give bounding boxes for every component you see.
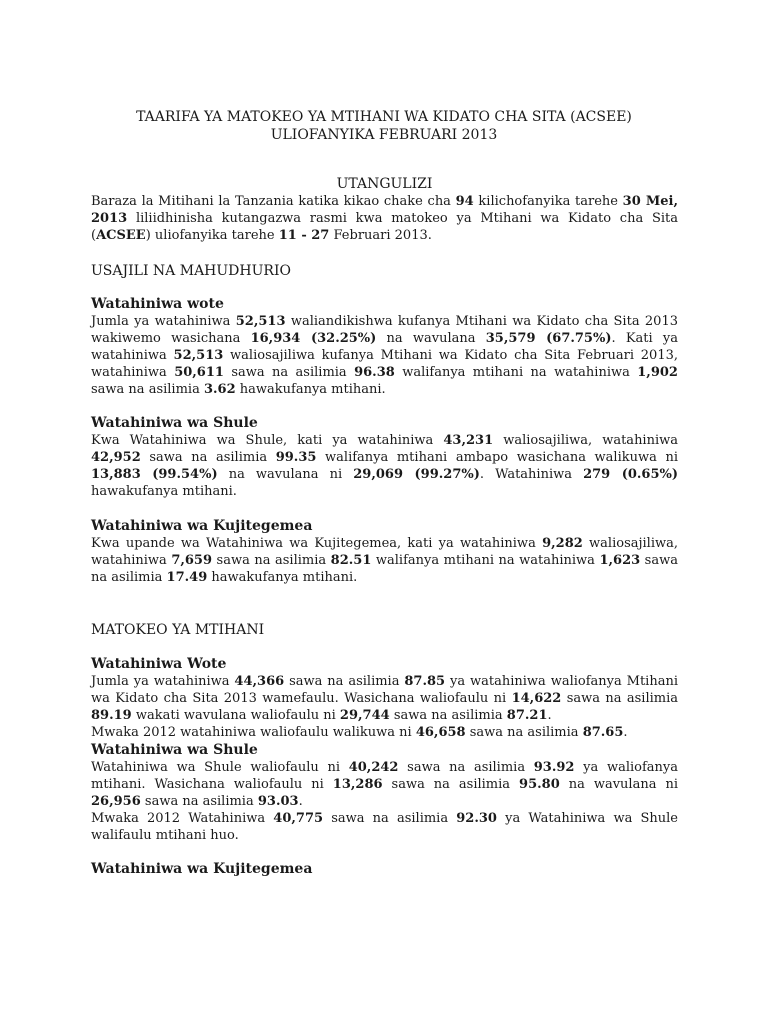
results-all-2012-paragraph xyxy=(91,724,678,741)
text-run: sawa na asilimia xyxy=(91,553,678,585)
text-run: sawa na asilimia xyxy=(91,382,204,397)
text-run: hawakufanya mtihani. xyxy=(235,382,386,397)
results-private-section xyxy=(91,860,678,878)
text-run: . Kati ya watahiniwa xyxy=(91,331,679,363)
text-run: waliandikishwa kufanya Mtihani wa Kidato cha Sita 2013 wakiwemo wasichana xyxy=(91,314,678,346)
results-school-2012-paragraph xyxy=(91,810,678,844)
text-run: liliidhinisha kutangazwa rasmi kwa matokeo ya Mtihani wa Kidato cha Sita ( xyxy=(91,211,678,243)
text-run: sawa na asilimia xyxy=(284,674,405,689)
text-run: Jumla ya watahiniwa xyxy=(91,674,235,689)
text-run: Watahiniwa wa Shule waliofaulu ni xyxy=(91,760,349,775)
results-all-section xyxy=(91,655,678,844)
text-run: sawa na asilimia xyxy=(398,760,534,775)
bold-figure: 13,286 xyxy=(332,777,383,792)
bold-figure: 95.80 xyxy=(519,777,560,792)
registration-section xyxy=(91,262,678,280)
text-run: Februari 2013. xyxy=(329,228,432,243)
text-run: sawa na asilimia xyxy=(223,365,355,380)
results-school-heading: Watahiniwa wa Shule xyxy=(91,742,258,758)
bold-figure: 42,952 xyxy=(91,450,141,465)
bold-figure: 87.85 xyxy=(404,674,446,689)
bold-figure: 87.21 xyxy=(506,708,548,723)
document-title xyxy=(60,108,708,144)
text-run: ya Watahiniwa wa Shule walifaulu mtihani huo. xyxy=(91,811,678,843)
text-run: ya waliofanya mtihani. Wasichana waliofaulu ni xyxy=(91,760,678,792)
text-run: waliosajiliwa, watahiniwa xyxy=(91,536,679,568)
text-run: sawa na asilimia xyxy=(465,725,583,740)
registration-all-heading: Watahiniwa wote xyxy=(91,296,224,312)
text-run: ya watahiniwa waliofanya Mtihani wa Kidato cha Sita 2013 wamefaulu. Wasichana waliofaulu ni xyxy=(91,674,678,706)
bold-figure: 1,902 xyxy=(637,365,678,380)
text-run: Kwa Watahiniwa wa Shule, kati ya watahiniwa xyxy=(91,433,444,448)
bold-figure: 52,513 xyxy=(173,348,224,363)
bold-figure: 40,242 xyxy=(348,760,399,775)
bold-figure: 89.19 xyxy=(91,708,132,723)
bold-figure: 26,956 xyxy=(91,794,141,809)
registration-private-section xyxy=(91,517,678,586)
text-run: hawakufanya mtihani. xyxy=(91,484,237,499)
results-heading: MATOKEO YA MTIHANI xyxy=(91,622,265,638)
intro-heading: UTANGULIZI xyxy=(336,176,433,192)
bold-figure: 94 xyxy=(455,194,474,209)
bold-figure: 13,883 (99.54%) xyxy=(91,467,218,482)
bold-figure: 50,611 xyxy=(174,365,224,380)
text-run: sawa na asilimia xyxy=(212,553,331,568)
bold-figure: 3.62 xyxy=(203,382,236,397)
text-run: waliosajiliwa kufanya Mtihani wa Kidato cha Sita Februari 2013, watahiniwa xyxy=(91,348,678,380)
bold-figure: 29,744 xyxy=(339,708,390,723)
text-run: sawa na asilimia xyxy=(389,708,507,723)
text-run: sawa na asilimia xyxy=(561,691,679,706)
bold-figure: ACSEE xyxy=(96,228,146,243)
text-run: . xyxy=(547,708,552,723)
title-line-2: ULIOFANYIKA FEBRUARI 2013 xyxy=(270,127,498,143)
registration-private-paragraph xyxy=(91,535,678,586)
text-run: walifanya mtihani na watahiniwa xyxy=(394,365,638,380)
bold-figure: 1,623 xyxy=(599,553,641,568)
text-run: Jumla ya watahiniwa xyxy=(91,314,236,329)
registration-school-paragraph xyxy=(91,432,678,500)
text-run: sawa na asilimia xyxy=(140,794,258,809)
text-run: sawa na asilimia xyxy=(382,777,520,792)
bold-figure: 35,579 (67.75%) xyxy=(485,331,612,346)
intro-paragraph xyxy=(91,193,678,244)
text-run: . Watahiniwa xyxy=(479,467,584,482)
text-run: na wavulana ni xyxy=(217,467,354,482)
results-section xyxy=(91,621,678,639)
text-run: ) uliofanyika tarehe xyxy=(145,228,279,243)
bold-figure: 7,659 xyxy=(171,553,213,568)
bold-figure: 17.49 xyxy=(166,570,208,585)
results-all-paragraph xyxy=(91,673,678,724)
registration-all-section xyxy=(91,295,678,398)
results-school-paragraph xyxy=(91,759,678,810)
text-run: hawakufanya mtihani. xyxy=(207,570,358,585)
title-line-1: TAARIFA YA MATOKEO YA MTIHANI WA KIDATO CHA SITA (ACSEE) xyxy=(136,109,632,125)
text-run: waliosajiliwa, watahiniwa xyxy=(493,433,679,448)
bold-figure: 93.92 xyxy=(533,760,575,775)
bold-figure: 96.38 xyxy=(354,365,395,380)
text-run: . xyxy=(298,794,303,809)
text-run: Mwaka 2012 Watahiniwa xyxy=(91,811,274,826)
bold-figure: 40,775 xyxy=(273,811,324,826)
text-run: sawa na asilimia xyxy=(323,811,457,826)
bold-figure: 82.51 xyxy=(330,553,372,568)
bold-figure: 29,069 (99.27%) xyxy=(353,467,480,482)
bold-figure: 16,934 (32.25%) xyxy=(250,331,377,346)
text-run: walifanya mtihani ambapo wasichana walikuwa ni xyxy=(316,450,678,465)
results-private-heading: Watahiniwa wa Kujitegemea xyxy=(91,861,313,877)
bold-figure: 93.03 xyxy=(257,794,299,809)
registration-school-heading: Watahiniwa wa Shule xyxy=(91,415,258,431)
registration-heading: USAJILI NA MAHUDHURIO xyxy=(91,263,291,279)
bold-figure: 279 (0.65%) xyxy=(583,467,679,482)
bold-figure: 14,622 xyxy=(511,691,562,706)
text-run: Baraza la Mitihani la Tanzania katika kikao chake cha xyxy=(91,194,456,209)
text-run: Mwaka 2012 watahiniwa waliofaulu walikuwa ni xyxy=(91,725,416,740)
text-run: na wavulana ni xyxy=(559,777,678,792)
registration-school-section xyxy=(91,414,678,500)
bold-figure: 43,231 xyxy=(443,433,494,448)
bold-figure: 44,366 xyxy=(234,674,285,689)
bold-figure: 46,658 xyxy=(415,725,466,740)
bold-figure: 92.30 xyxy=(456,811,497,826)
bold-figure: 30 Mei, 2013 xyxy=(91,194,678,226)
bold-figure: 99.35 xyxy=(275,450,317,465)
text-run: na wavulana xyxy=(376,331,486,346)
registration-private-heading: Watahiniwa wa Kujitegemea xyxy=(91,518,313,534)
registration-all-paragraph xyxy=(91,313,678,398)
bold-figure: 52,513 xyxy=(235,314,286,329)
bold-figure: 9,282 xyxy=(542,536,583,551)
intro-section xyxy=(91,175,678,244)
text-run: . xyxy=(623,725,628,740)
bold-figure: 11 - 27 xyxy=(278,228,330,243)
bold-figure: 87.65 xyxy=(582,725,624,740)
results-all-heading: Watahiniwa Wote xyxy=(91,656,227,672)
text-run: sawa na asilimia xyxy=(140,450,276,465)
text-run: kilichofanyika tarehe xyxy=(473,194,623,209)
text-run: walifanya mtihani na watahiniwa xyxy=(371,553,600,568)
text-run: Kwa upande wa Watahiniwa wa Kujitegemea, kati ya watahiniwa xyxy=(91,536,543,551)
text-run: wakati wavulana waliofaulu ni xyxy=(131,708,340,723)
